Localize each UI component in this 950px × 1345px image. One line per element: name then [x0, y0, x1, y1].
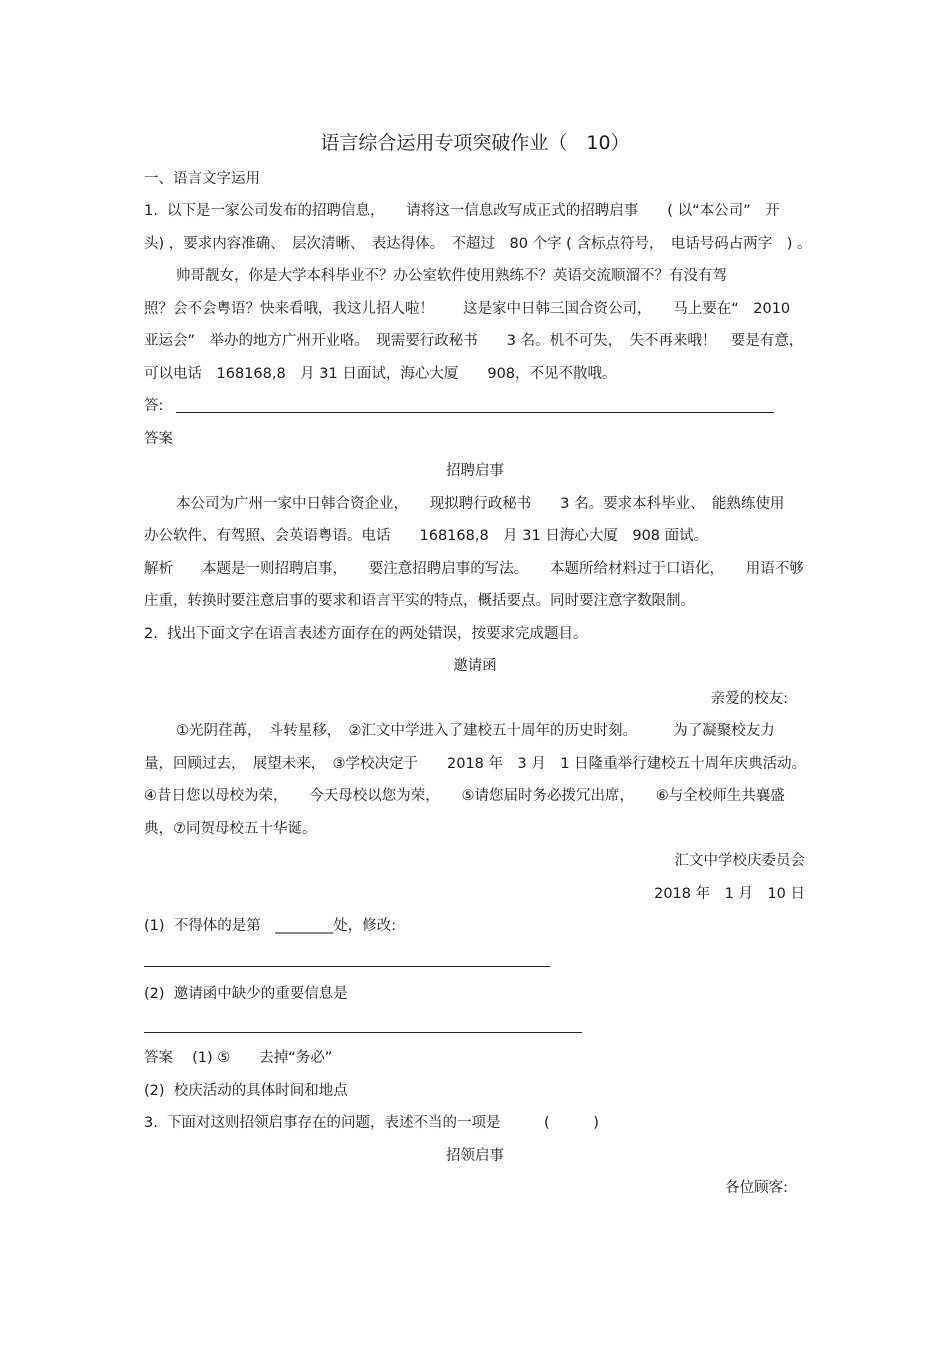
material-line: 照？会不会粤语？快来看哦，我这儿招人啦！ 这是家中日韩三国合资公司， 马上要在“ 2010 — [144, 301, 791, 317]
answer-notice-title: 招聘启事 — [446, 463, 504, 479]
question-1-line-2: 头) ，要求内容准确、 层次清晰、 表达得体。 不超过 80 个字 ( 含标点符号， 电话号码占两字 ) 。 — [144, 236, 812, 252]
answer-blank-line — [176, 412, 774, 413]
answer-label: 答案 — [144, 431, 173, 447]
answer-prompt: 答: — [144, 398, 164, 414]
letter-salutation: 亲爱的校友: — [710, 691, 788, 707]
question-3: 3. 下面对这则招领启事存在的问题，表述不当的一项是 ( ) — [144, 1115, 599, 1131]
notice-title: 招领启事 — [446, 1148, 504, 1164]
letter-body-line: 量，回顾过去， 展望未来， ③学校决定于 2018 年 3 月 1 日隆重举行建校五十周年庆典活动。 — [144, 756, 807, 772]
material-line: 亚运会” 举办的地方广州开业咯。 现需要行政秘书 3 名。机不可失， 失不再来哦！ 要是有意， — [144, 333, 804, 349]
question-2: 2. 找出下面文字在语言表述方面存在的两处错误，按要求完成题目。 — [144, 626, 588, 642]
material-line: 可以电话 168168,8 月 31 日面试，海心大厦 908，不见不散哦。 — [144, 366, 617, 382]
notice-salutation: 各位顾客: — [725, 1180, 788, 1196]
letter-date: 2018 年 1 月 10 日 — [654, 886, 805, 902]
answer-blank-line — [144, 966, 550, 967]
letter-body-line: ④昔日您以母校为荣， 今天母校以您为荣， ⑤请您届时务必拨冗出席， ⑥与全校师生共襄盛 — [144, 788, 785, 804]
question-1-line-1: 1. 以下是一家公司发布的招聘信息， 请将这一信息改写成正式的招聘启事 ( 以“本公司” 开 — [144, 203, 780, 219]
letter-body-line: 典，⑦同贺母校五十华诞。 — [144, 821, 317, 837]
sub-question-2: (2) 邀请函中缺少的重要信息是 — [144, 986, 348, 1002]
analysis-line: 庄重，转换时要注意启事的要求和语言平实的特点，概括要点。同时要注意字数限制。 — [144, 593, 695, 609]
answer-line: 办公软件、有驾照、会英语粤语。电话 168168,8 月 31 日海心大厦 908 面试。 — [144, 528, 709, 544]
page-title: 语言综合运用专项突破作业（ 10） — [320, 132, 630, 154]
letter-body-line: ①光阴荏苒， 斗转星移， ②汇文中学进入了建校五十周年的历史时刻。 为了凝聚校友力 — [176, 723, 775, 739]
answer-1: 答案 (1) ⑤ 去掉“务必” — [144, 1050, 333, 1066]
letter-title: 邀请函 — [453, 658, 497, 674]
material-line: 帅哥靓女，你是大学本科毕业不？办公室软件使用熟练不？英语交流顺溜不？有没有驾 — [176, 268, 727, 284]
section-heading: 一、语言文字运用 — [144, 171, 260, 187]
sub-question-1: (1) 不得体的是第 ________处，修改: — [144, 918, 397, 934]
analysis-line: 解析 本题是一则招聘启事， 要注意招聘启事的写法。 本题所给材料过于口语化， 用语不够 — [144, 561, 804, 577]
letter-signature: 汇文中学校庆委员会 — [674, 853, 805, 869]
answer-2: (2) 校庆活动的具体时间和地点 — [144, 1083, 348, 1099]
answer-blank-line — [144, 1032, 582, 1033]
answer-line: 本公司为广州一家中日韩合资企业， 现拟聘行政秘书 3 名。要求本科毕业、 能熟练使用 — [176, 496, 785, 512]
